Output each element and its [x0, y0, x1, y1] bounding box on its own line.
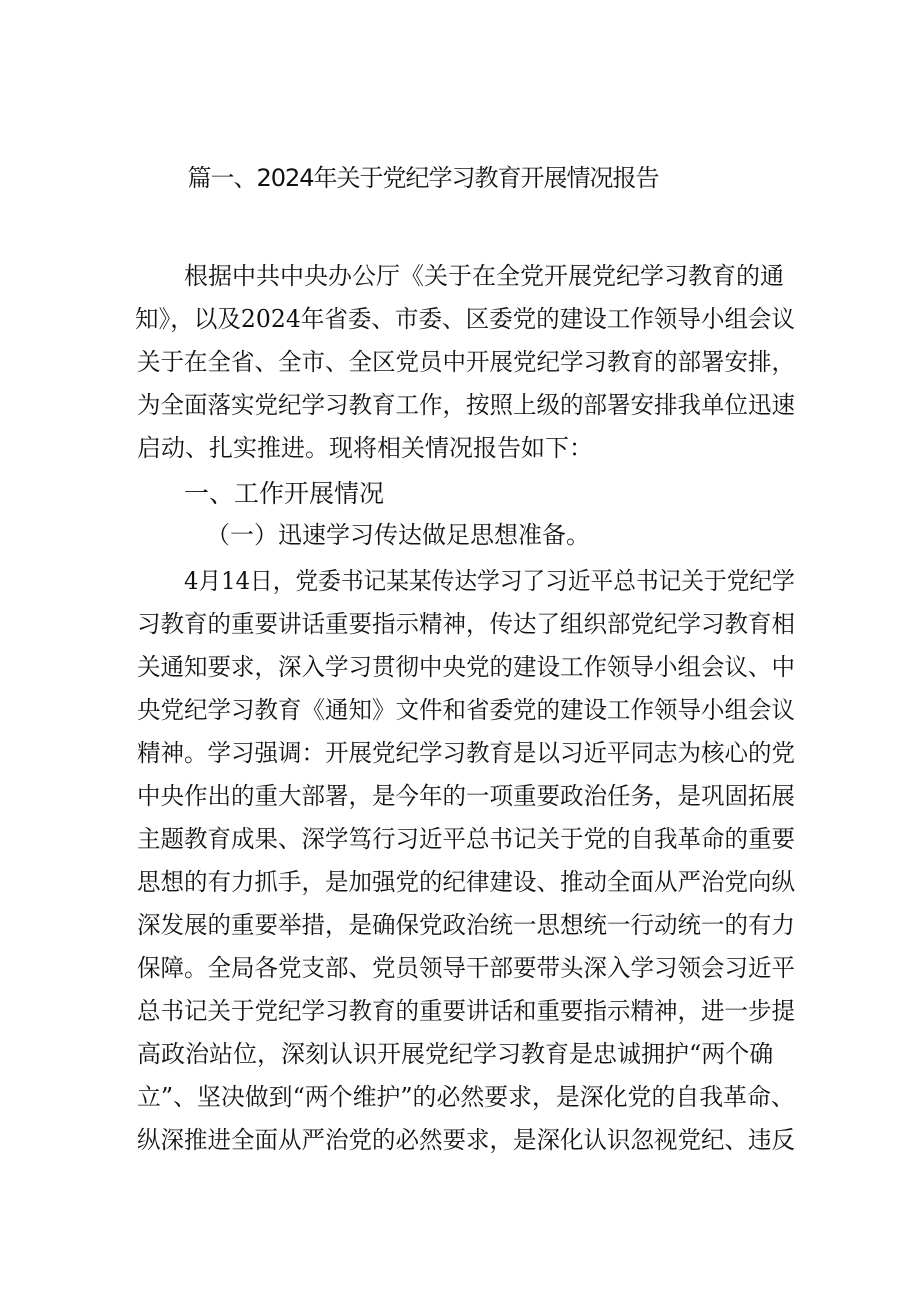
body-line: 总书记关于党纪学习教育的重要讲话和重要指示精神，进一步提: [137, 997, 796, 1025]
intro-line: 启动、扎实推进。现将相关情况报告如下：: [137, 434, 593, 462]
body-line: 保障。全局各党支部、党员领导干部要带头深入学习领会习近平: [137, 954, 796, 982]
intro-line: 为全面落实党纪学习教育工作，按照上级的部署安排我单位迅速: [137, 391, 796, 419]
intro-line: 关于在全省、全市、全区党员中开展党纪学习教育的部署安排，: [137, 348, 796, 376]
body-line: 关通知要求，深入学习贯彻中央党的建设工作领导小组会议、中: [137, 653, 796, 681]
body-line: 立”、坚决做到“两个维护”的必然要求，是深化党的自我革命、: [137, 1083, 795, 1111]
body-line: 主题教育成果、深学笃行习近平总书记关于党的自我革命的重要: [137, 825, 796, 853]
body-line: 纵深推进全面从严治党的必然要求，是深化认识忽视党纪、违反: [137, 1126, 796, 1154]
body-line: 习教育的重要讲话重要指示精神，传达了组织部党纪学习教育相: [137, 610, 796, 638]
body-line: 精神。学习强调：开展党纪学习教育是以习近平同志为核心的党: [137, 739, 796, 767]
body-line: 中央作出的重大部署，是今年的一项重要政治任务，是巩固拓展: [137, 782, 796, 810]
body-line: 高政治站位，深刻认识开展党纪学习教育是忠诚拥护“两个确: [137, 1040, 774, 1068]
subsection-heading: （一）迅速学习传达做足思想准备。: [206, 521, 590, 549]
intro-line: 知》，以及2024年省委、市委、区委党的建设工作领导小组会议: [135, 305, 796, 333]
body-line: 央党纪学习教育《通知》文件和省委党的建设工作领导小组会议: [137, 696, 796, 724]
document-title: 篇一、2024年关于党纪学习教育开展情况报告: [187, 164, 659, 192]
body-line: 4月14日，党委书记某某传达学习了习近平总书记关于党纪学: [184, 567, 795, 595]
body-line: 深发展的重要举措，是确保党政治统一思想统一行动统一的有力: [137, 911, 796, 939]
section-heading: 一、工作开展情况: [184, 479, 385, 508]
intro-line: 根据中共中央办公厅《关于在全党开展党纪学习教育的通: [184, 262, 784, 290]
body-line: 思想的有力抓手，是加强党的纪律建设、推动全面从严治党向纵: [137, 868, 796, 896]
